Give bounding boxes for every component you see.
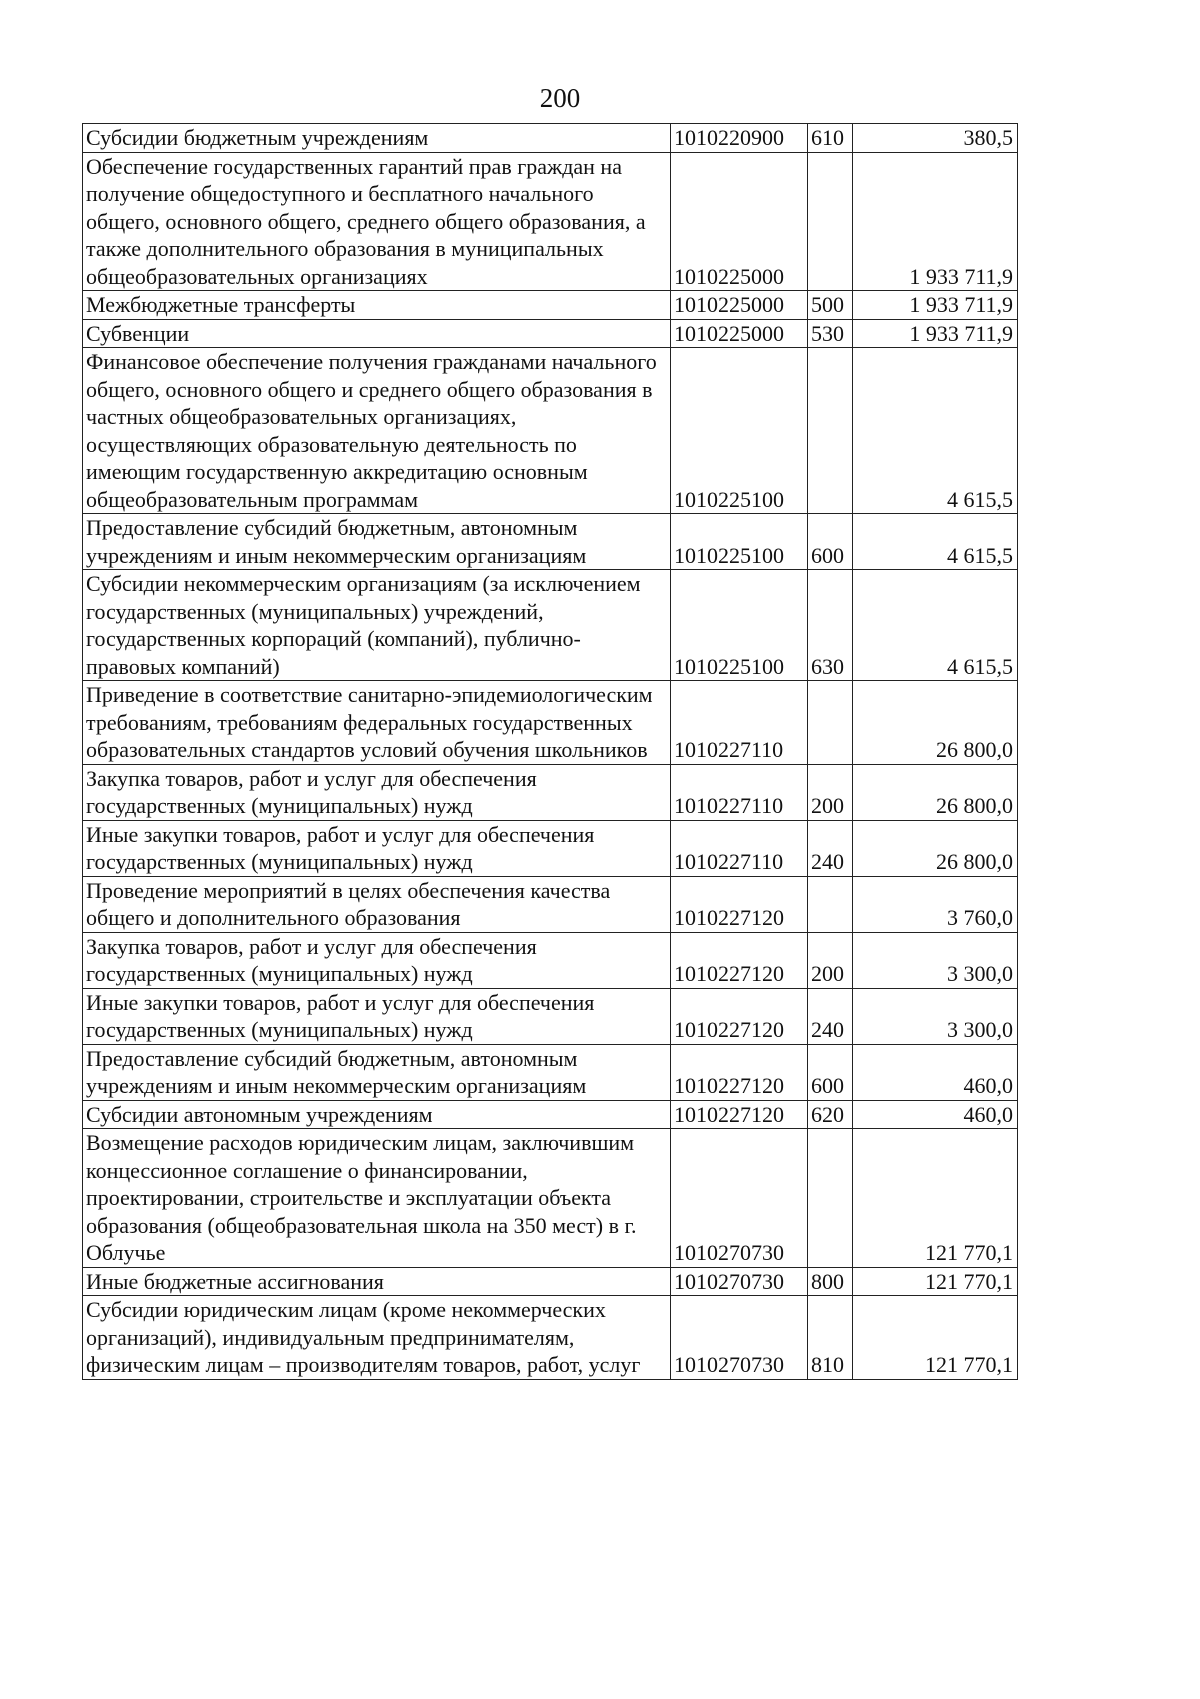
expense-type-cell: 200 [808,764,853,820]
target-code-cell: 1010270730 [671,1267,808,1296]
amount-cell: 4 615,5 [853,348,1018,514]
expense-name-cell: Иные закупки товаров, работ и услуг для обеспечения государственных (муниципальных) нужд [83,820,671,876]
target-code-cell: 1010225000 [671,152,808,291]
budget-table [82,123,1018,1380]
amount-cell: 3 760,0 [853,876,1018,932]
table-row [83,1267,1018,1296]
expense-name-cell: Субсидии бюджетным учреждениям [83,124,671,153]
expense-type-cell: 620 [808,1100,853,1129]
table-row [83,820,1018,876]
table-row [83,319,1018,348]
amount-cell: 26 800,0 [853,820,1018,876]
amount-cell: 4 615,5 [853,514,1018,570]
expense-name-cell: Субвенции [83,319,671,348]
expense-name-cell: Иные закупки товаров, работ и услуг для обеспечения государственных (муниципальных) нужд [83,988,671,1044]
target-code-cell: 1010227120 [671,1044,808,1100]
table-row [83,932,1018,988]
table-row [83,1100,1018,1129]
amount-cell: 3 300,0 [853,988,1018,1044]
table-row [83,681,1018,765]
amount-cell: 1 933 711,9 [853,152,1018,291]
target-code-cell: 1010270730 [671,1296,808,1380]
amount-cell: 4 615,5 [853,570,1018,681]
expense-name-cell: Закупка товаров, работ и услуг для обеспечения государственных (муниципальных) нужд [83,764,671,820]
table-row [83,124,1018,153]
target-code-cell: 1010225000 [671,319,808,348]
expense-name-cell: Предоставление субсидий бюджетным, автономным учреждениям и иным некоммерческим организациям [83,514,671,570]
expense-type-cell: 630 [808,570,853,681]
target-code-cell: 1010270730 [671,1129,808,1268]
table-row [83,876,1018,932]
amount-cell: 26 800,0 [853,681,1018,765]
table-row [83,1296,1018,1380]
expense-name-cell: Иные бюджетные ассигнования [83,1267,671,1296]
target-code-cell: 1010227120 [671,1100,808,1129]
amount-cell: 1 933 711,9 [853,319,1018,348]
expense-name-cell: Финансовое обеспечение получения гражданами начального общего, основного общего и среднего общего образования в частных общеобразовательных организациях, осуществляющих образовательную деятельность по имеющим государственную аккредитацию основным общеобразовательным программам [83,348,671,514]
target-code-cell: 1010227110 [671,681,808,765]
expense-name-cell: Проведение мероприятий в целях обеспечения качества общего и дополнительного образования [83,876,671,932]
table-row [83,348,1018,514]
amount-cell: 380,5 [853,124,1018,153]
page-number: 200 [539,83,581,113]
budget-table-body [83,124,1018,1380]
expense-name-cell: Возмещение расходов юридическим лицам, заключившим концессионное соглашение о финансировании, проектировании, строительстве и эксплуатации объекта образования (общеобразовательная школа на 350 мест) в г. Облучье [83,1129,671,1268]
expense-name-cell: Субсидии юридическим лицам (кроме некоммерческих организаций), индивидуальным предпринимателям, физическим лицам – производителям товаров, работ, услуг [83,1296,671,1380]
target-code-cell: 1010227120 [671,932,808,988]
target-code-cell: 1010225100 [671,570,808,681]
expense-name-cell: Субсидии автономным учреждениям [83,1100,671,1129]
target-code-cell: 1010225000 [671,291,808,320]
expense-type-cell: 500 [808,291,853,320]
expense-name-cell: Предоставление субсидий бюджетным, автономным учреждениям и иным некоммерческим организациям [83,1044,671,1100]
expense-type-cell: 610 [808,124,853,153]
expense-type-cell: 800 [808,1267,853,1296]
table-row [83,764,1018,820]
table-row [83,1044,1018,1100]
expense-type-cell: 200 [808,932,853,988]
amount-cell: 121 770,1 [853,1267,1018,1296]
expense-name-cell: Субсидии некоммерческим организациям (за исключением государственных (муниципальных) учреждений, государственных корпораций (компаний), публично-правовых компаний) [83,570,671,681]
amount-cell: 1 933 711,9 [853,291,1018,320]
expense-name-cell: Приведение в соответствие санитарно-эпидемиологическим требованиям, требованиям федеральных государственных образовательных стандартов условий обучения школьников [83,681,671,765]
expense-type-cell: 240 [808,820,853,876]
table-row [83,988,1018,1044]
expense-type-cell [808,348,853,514]
target-code-cell: 1010225100 [671,348,808,514]
expense-type-cell [808,152,853,291]
amount-cell: 121 770,1 [853,1129,1018,1268]
target-code-cell: 1010227120 [671,876,808,932]
expense-type-cell [808,1129,853,1268]
expense-type-cell: 240 [808,988,853,1044]
expense-type-cell [808,876,853,932]
amount-cell: 460,0 [853,1044,1018,1100]
expense-name-cell: Межбюджетные трансферты [83,291,671,320]
expense-name-cell: Обеспечение государственных гарантий прав граждан на получение общедоступного и бесплатного начального общего, основного общего, среднего общего образования, а также дополнительного образования в муниципальных общеобразовательных организациях [83,152,671,291]
table-row [83,1129,1018,1268]
expense-type-cell: 600 [808,514,853,570]
expense-type-cell: 810 [808,1296,853,1380]
target-code-cell: 1010227110 [671,764,808,820]
target-code-cell: 1010225100 [671,514,808,570]
table-row [83,570,1018,681]
table-row [83,152,1018,291]
expense-type-cell: 530 [808,319,853,348]
amount-cell: 460,0 [853,1100,1018,1129]
amount-cell: 3 300,0 [853,932,1018,988]
target-code-cell: 1010220900 [671,124,808,153]
target-code-cell: 1010227110 [671,820,808,876]
expense-type-cell: 600 [808,1044,853,1100]
table-row [83,291,1018,320]
amount-cell: 121 770,1 [853,1296,1018,1380]
amount-cell: 26 800,0 [853,764,1018,820]
expense-name-cell: Закупка товаров, работ и услуг для обеспечения государственных (муниципальных) нужд [83,932,671,988]
expense-type-cell [808,681,853,765]
table-row [83,514,1018,570]
target-code-cell: 1010227120 [671,988,808,1044]
